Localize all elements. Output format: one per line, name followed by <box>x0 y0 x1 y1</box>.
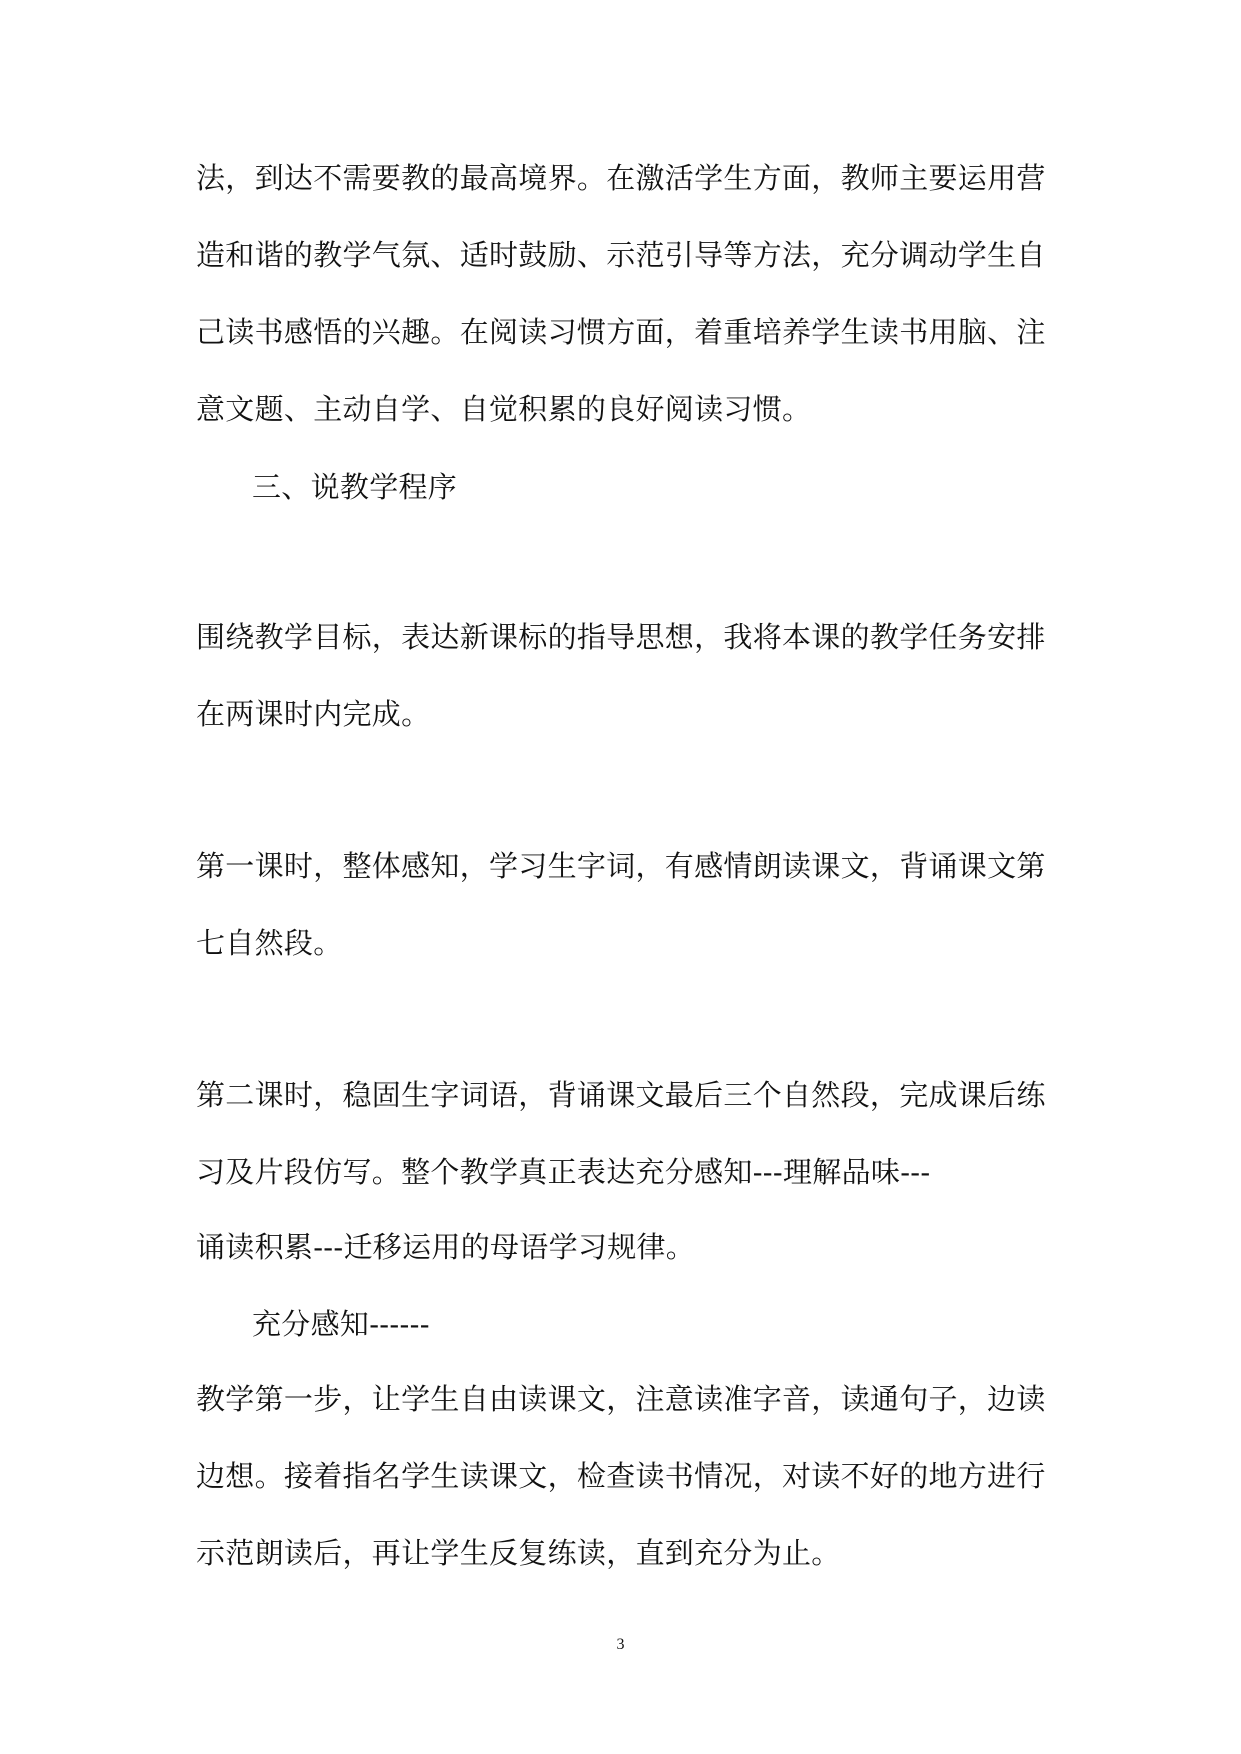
text-line: 意文题、主动自学、自觉积累的良好阅读习惯。 <box>196 392 812 426</box>
text-line: 第二课时，稳固生字词语，背诵课文最后三个自然段，完成课后练 <box>196 1078 1046 1112</box>
text-line: 教学第一步，让学生自由读课文，注意读准字音，读通句子，边读 <box>196 1382 1046 1416</box>
text-line: 第一课时，整体感知，学习生字词，有感情朗读课文，背诵课文第 <box>196 849 1046 883</box>
text-line: 习及片段仿写。整个教学真正表达充分感知---理解品味--- <box>196 1155 931 1189</box>
text-line: 示范朗读后，再让学生反复练读，直到充分为止。 <box>196 1536 841 1570</box>
text-line: 围绕教学目标，表达新课标的指导思想，我将本课的教学任务安排 <box>196 620 1046 654</box>
text-line: 七自然段。 <box>196 926 343 960</box>
text-line: 法，到达不需要教的最高境界。在激活学生方面，教师主要运用营 <box>196 161 1046 195</box>
text-line: 造和谐的教学气氛、适时鼓励、示范引导等方法，充分调动学生自 <box>196 238 1046 272</box>
text-line: 诵读积累---迁移运用的母语学习规律。 <box>196 1230 696 1264</box>
section-heading: 三、说教学程序 <box>252 470 458 504</box>
text-line: 己读书感悟的兴趣。在阅读习惯方面，着重培养学生读书用脑、注 <box>196 315 1046 349</box>
text-line: 边想。接着指名学生读课文，检查读书情况，对读不好的地方进行 <box>196 1459 1046 1493</box>
text-line: 在两课时内完成。 <box>196 697 431 731</box>
subheading: 充分感知------ <box>252 1307 430 1341</box>
page-number: 3 <box>616 1636 625 1653</box>
